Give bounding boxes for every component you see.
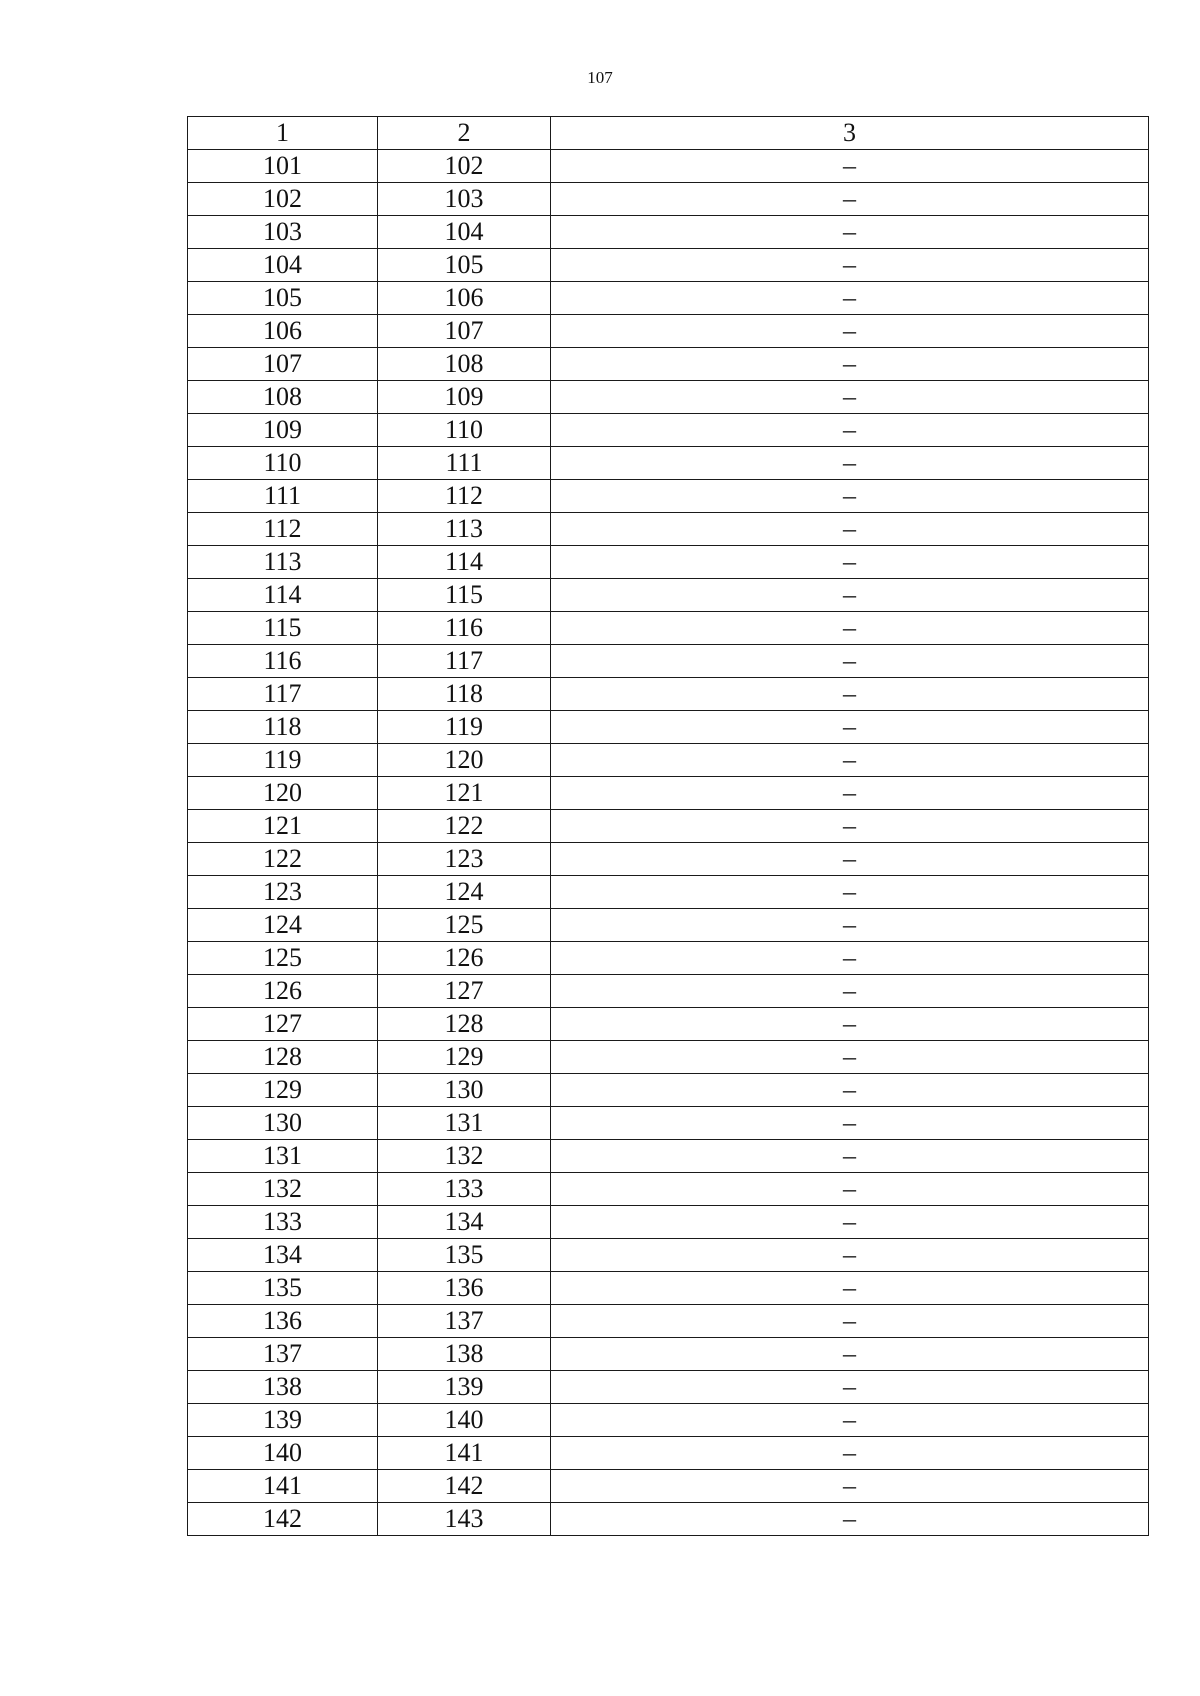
table-cell-col-1: 103 [188, 216, 378, 249]
table-cell-col-1: 115 [188, 612, 378, 645]
table-cell-col-1: 116 [188, 645, 378, 678]
table-cell-col-2: 110 [378, 414, 551, 447]
table-cell-col-3: – [551, 414, 1149, 447]
table-row [188, 1140, 1149, 1173]
table-cell-col-2: 126 [378, 942, 551, 975]
table-cell-col-3: – [551, 1371, 1149, 1404]
table-header-row [188, 117, 1149, 150]
table-cell-col-2: 114 [378, 546, 551, 579]
table-cell-col-3: – [551, 744, 1149, 777]
table-row [188, 579, 1149, 612]
table-row [188, 876, 1149, 909]
table-cell-col-2: 117 [378, 645, 551, 678]
table-cell-col-3: – [551, 1206, 1149, 1239]
table-row [188, 744, 1149, 777]
table-row [188, 1107, 1149, 1140]
table-cell-col-2: 122 [378, 810, 551, 843]
table-cell-col-2: 129 [378, 1041, 551, 1074]
table-cell-col-2: 103 [378, 183, 551, 216]
table-cell-col-1: 111 [188, 480, 378, 513]
table-row [188, 975, 1149, 1008]
table-row [188, 1272, 1149, 1305]
table-cell-col-3: – [551, 777, 1149, 810]
table-cell-col-2: 121 [378, 777, 551, 810]
table-row [188, 711, 1149, 744]
table-cell-col-1: 138 [188, 1371, 378, 1404]
table-row [188, 1074, 1149, 1107]
table-cell-col-2: 120 [378, 744, 551, 777]
table-cell-col-3: – [551, 1404, 1149, 1437]
data-table [187, 116, 1149, 1536]
table-cell-col-1: 134 [188, 1239, 378, 1272]
table-cell-col-3: – [551, 1107, 1149, 1140]
table-cell-col-1: 106 [188, 315, 378, 348]
table-cell-col-3: – [551, 546, 1149, 579]
table-cell-col-2: 119 [378, 711, 551, 744]
table-row [188, 1371, 1149, 1404]
column-header-2: 2 [378, 117, 551, 150]
table-cell-col-1: 129 [188, 1074, 378, 1107]
table-cell-col-2: 115 [378, 579, 551, 612]
table-cell-col-3: – [551, 1470, 1149, 1503]
table-cell-col-3: – [551, 942, 1149, 975]
table-row [188, 183, 1149, 216]
table-cell-col-2: 130 [378, 1074, 551, 1107]
table-cell-col-1: 117 [188, 678, 378, 711]
table-cell-col-1: 102 [188, 183, 378, 216]
table-cell-col-2: 107 [378, 315, 551, 348]
column-header-3: 3 [551, 117, 1149, 150]
table-cell-col-1: 125 [188, 942, 378, 975]
table-cell-col-2: 112 [378, 480, 551, 513]
table-cell-col-1: 104 [188, 249, 378, 282]
table-cell-col-1: 135 [188, 1272, 378, 1305]
table-row [188, 315, 1149, 348]
table-cell-col-2: 143 [378, 1503, 551, 1536]
table-row [188, 942, 1149, 975]
table-cell-col-3: – [551, 216, 1149, 249]
table-cell-col-1: 141 [188, 1470, 378, 1503]
table-cell-col-1: 139 [188, 1404, 378, 1437]
table-row [188, 282, 1149, 315]
table-cell-col-1: 140 [188, 1437, 378, 1470]
table-cell-col-1: 113 [188, 546, 378, 579]
table-cell-col-2: 106 [378, 282, 551, 315]
table-row [188, 348, 1149, 381]
table-cell-col-1: 121 [188, 810, 378, 843]
table-cell-col-1: 128 [188, 1041, 378, 1074]
table-row [188, 777, 1149, 810]
table-cell-col-2: 123 [378, 843, 551, 876]
table-cell-col-1: 114 [188, 579, 378, 612]
table-row [188, 1206, 1149, 1239]
table-cell-col-1: 130 [188, 1107, 378, 1140]
table-cell-col-2: 137 [378, 1305, 551, 1338]
table-row [188, 513, 1149, 546]
table-cell-col-2: 111 [378, 447, 551, 480]
table-row [188, 447, 1149, 480]
table-cell-col-3: – [551, 843, 1149, 876]
table-cell-col-1: 127 [188, 1008, 378, 1041]
table-cell-col-1: 132 [188, 1173, 378, 1206]
table-cell-col-3: – [551, 1338, 1149, 1371]
table-cell-col-1: 126 [188, 975, 378, 1008]
table-cell-col-3: – [551, 1437, 1149, 1470]
table-cell-col-3: – [551, 612, 1149, 645]
table-cell-col-2: 133 [378, 1173, 551, 1206]
table-cell-col-2: 102 [378, 150, 551, 183]
table-row [188, 414, 1149, 447]
table-cell-col-3: – [551, 150, 1149, 183]
table-cell-col-1: 110 [188, 447, 378, 480]
table-cell-col-3: – [551, 678, 1149, 711]
table-cell-col-3: – [551, 480, 1149, 513]
table-cell-col-3: – [551, 1074, 1149, 1107]
table-cell-col-2: 104 [378, 216, 551, 249]
table-cell-col-2: 105 [378, 249, 551, 282]
table-cell-col-2: 138 [378, 1338, 551, 1371]
table-cell-col-3: – [551, 645, 1149, 678]
column-header-1: 1 [188, 117, 378, 150]
table-cell-col-1: 112 [188, 513, 378, 546]
table-cell-col-2: 113 [378, 513, 551, 546]
table-cell-col-3: – [551, 513, 1149, 546]
table-row [188, 678, 1149, 711]
table-cell-col-3: – [551, 348, 1149, 381]
page-number: 107 [587, 68, 613, 87]
table-cell-col-3: – [551, 810, 1149, 843]
table-cell-col-3: – [551, 975, 1149, 1008]
table-cell-col-2: 108 [378, 348, 551, 381]
table-row [188, 1404, 1149, 1437]
table-cell-col-3: – [551, 1173, 1149, 1206]
table-cell-col-2: 127 [378, 975, 551, 1008]
table-cell-col-1: 107 [188, 348, 378, 381]
table-cell-col-3: – [551, 447, 1149, 480]
table-row [188, 909, 1149, 942]
table-cell-col-1: 118 [188, 711, 378, 744]
table-cell-col-1: 122 [188, 843, 378, 876]
table-cell-col-1: 101 [188, 150, 378, 183]
table-row [188, 1305, 1149, 1338]
table-cell-col-2: 142 [378, 1470, 551, 1503]
table-header [188, 117, 1149, 150]
table-cell-col-1: 137 [188, 1338, 378, 1371]
table-body [188, 150, 1149, 1536]
table-cell-col-1: 123 [188, 876, 378, 909]
table-cell-col-1: 119 [188, 744, 378, 777]
table-cell-col-1: 120 [188, 777, 378, 810]
table-cell-col-2: 116 [378, 612, 551, 645]
table-cell-col-3: – [551, 1008, 1149, 1041]
table-cell-col-2: 139 [378, 1371, 551, 1404]
table-cell-col-1: 108 [188, 381, 378, 414]
table-cell-col-3: – [551, 183, 1149, 216]
table-cell-col-2: 140 [378, 1404, 551, 1437]
table-row [188, 150, 1149, 183]
table-row [188, 216, 1149, 249]
table-row [188, 1338, 1149, 1371]
table-row [188, 249, 1149, 282]
table-cell-col-3: – [551, 1239, 1149, 1272]
table-cell-col-2: 125 [378, 909, 551, 942]
table-cell-col-1: 133 [188, 1206, 378, 1239]
table-cell-col-2: 132 [378, 1140, 551, 1173]
table-row [188, 843, 1149, 876]
table-cell-col-2: 109 [378, 381, 551, 414]
table-cell-col-3: – [551, 315, 1149, 348]
table-cell-col-3: – [551, 876, 1149, 909]
table-cell-col-2: 128 [378, 1008, 551, 1041]
table-row [188, 1173, 1149, 1206]
table-row [188, 1239, 1149, 1272]
table-row [188, 1008, 1149, 1041]
table-row [188, 1470, 1149, 1503]
table-cell-col-2: 131 [378, 1107, 551, 1140]
table-cell-col-2: 141 [378, 1437, 551, 1470]
table-cell-col-3: – [551, 909, 1149, 942]
table-cell-col-3: – [551, 1305, 1149, 1338]
table-cell-col-2: 118 [378, 678, 551, 711]
table-row [188, 1437, 1149, 1470]
table-cell-col-1: 109 [188, 414, 378, 447]
table-cell-col-1: 105 [188, 282, 378, 315]
table-cell-col-1: 136 [188, 1305, 378, 1338]
table-row [188, 546, 1149, 579]
table-cell-col-3: – [551, 1272, 1149, 1305]
table-row [188, 1503, 1149, 1536]
table-cell-col-3: – [551, 1140, 1149, 1173]
table-cell-col-3: – [551, 1503, 1149, 1536]
table-cell-col-1: 142 [188, 1503, 378, 1536]
table-cell-col-3: – [551, 711, 1149, 744]
table-row [188, 381, 1149, 414]
table-cell-col-1: 124 [188, 909, 378, 942]
table-row [188, 612, 1149, 645]
table-cell-col-3: – [551, 381, 1149, 414]
table-row [188, 480, 1149, 513]
table-cell-col-1: 131 [188, 1140, 378, 1173]
data-table-container [187, 116, 1149, 1536]
table-cell-col-3: – [551, 249, 1149, 282]
table-cell-col-2: 134 [378, 1206, 551, 1239]
table-cell-col-3: – [551, 1041, 1149, 1074]
table-row [188, 645, 1149, 678]
table-cell-col-3: – [551, 579, 1149, 612]
table-row [188, 1041, 1149, 1074]
table-cell-col-2: 135 [378, 1239, 551, 1272]
table-row [188, 810, 1149, 843]
table-cell-col-3: – [551, 282, 1149, 315]
table-cell-col-2: 136 [378, 1272, 551, 1305]
table-cell-col-2: 124 [378, 876, 551, 909]
